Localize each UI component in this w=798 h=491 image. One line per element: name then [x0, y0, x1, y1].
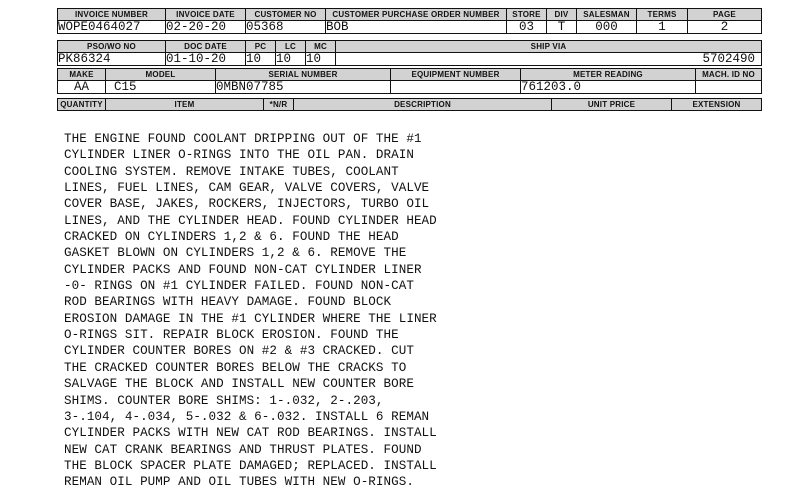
model-value: C15	[106, 81, 216, 94]
salesman-value: 000	[577, 21, 637, 34]
description-line: ROD BEARINGS WITH HEAVY DAMAGE. FOUND BLOCK	[64, 295, 392, 310]
description-line: THE BLOCK SPACER PLATE DAMAGED; REPLACED. INSTALL	[64, 458, 437, 473]
div-label: DIV	[547, 9, 577, 21]
invoice-number-value: WOPE0464027	[58, 21, 166, 34]
meter-reading-value: 761203.0	[521, 81, 696, 94]
serial-number-label: SERIAL NUMBER	[216, 69, 391, 81]
mc-value: 10	[306, 53, 336, 66]
salesman-label: SALESMAN	[577, 9, 637, 21]
invoice-number-label: INVOICE NUMBER	[58, 9, 166, 21]
description-line: LINES, FUEL LINES, CAM GEAR, VALVE COVERS, VALVE	[64, 181, 430, 196]
description-line: CYLINDER PACKS WITH NEW CAT ROD BEARINGS. INSTALL	[64, 426, 437, 441]
quantity-header: QUANTITY	[58, 99, 106, 111]
nr-header: *N/R	[264, 99, 294, 111]
description-line: NEW CAT CRANK BEARINGS AND THRUST PLATES. FOUND	[64, 442, 422, 457]
description-line: EROSION DAMAGE IN THE #1 CYLINDER WHERE THE LINER	[64, 311, 437, 326]
doc-date-value: 01-10-20	[166, 53, 246, 66]
store-value: 03	[507, 21, 547, 34]
extension-header: EXTENSION	[672, 99, 762, 111]
terms-value: 1	[637, 21, 688, 34]
doc-date-label: DOC DATE	[166, 41, 246, 53]
description-line: O-RINGS SIT. REPAIR BLOCK EROSION. FOUND THE	[64, 328, 399, 343]
mach-id-label: MACH. ID NO	[696, 69, 762, 81]
description-line: REMAN OIL PUMP AND OIL TUBES WITH NEW O-RINGS.	[64, 475, 414, 490]
description-line: CYLINDER LINER O-RINGS INTO THE OIL PAN. DRAIN	[64, 148, 414, 163]
lc-label: LC	[276, 41, 306, 53]
serial-number-value: 0MBN07785	[216, 81, 391, 94]
make-label: MAKE	[58, 69, 106, 81]
description-line: LINES, AND THE CYLINDER HEAD. FOUND CYLINDER HEAD	[64, 213, 437, 228]
work-description	[64, 131, 764, 491]
equipment-number-label: EQUIPMENT NUMBER	[391, 69, 521, 81]
meter-reading-label: METER READING	[521, 69, 696, 81]
customer-po-label: CUSTOMER PURCHASE ORDER NUMBER	[326, 9, 507, 21]
ship-via-value: 5702490	[336, 53, 762, 66]
unit-price-header: UNIT PRICE	[552, 99, 672, 111]
div-value: T	[547, 21, 577, 34]
pso-wo-value: PK86324	[58, 53, 166, 66]
invoice-header-table	[57, 8, 762, 34]
invoice-date-label: INVOICE DATE	[166, 9, 246, 21]
description-line: THE CRACKED COUNTER BORES BELOW THE CRACKS TO	[64, 360, 407, 375]
description-line: CYLINDER COUNTER BORES ON #2 & #3 CRACKED. CUT	[64, 344, 414, 359]
ship-via-label: SHIP VIA	[336, 41, 762, 53]
description-line: COVER BASE, JAKES, ROCKERS, INJECTORS, TURBO OIL	[64, 197, 430, 212]
lc-value: 10	[276, 53, 306, 66]
customer-no-label: CUSTOMER NO	[246, 9, 326, 21]
equipment-number-value	[391, 81, 521, 94]
pc-label: PC	[246, 41, 276, 53]
equipment-info-table	[57, 68, 762, 94]
invoice-date-value: 02-20-20	[166, 21, 246, 34]
description-line: THE ENGINE FOUND COOLANT DRIPPING OUT OF THE #1	[64, 132, 422, 146]
description-line: CYLINDER PACKS AND FOUND NON-CAT CYLINDER LINER	[64, 262, 422, 277]
document-info-table	[57, 40, 762, 66]
description-line: 3-.104, 4-.034, 5-.032 & 6-.032. INSTALL 6 REMAN	[64, 409, 430, 424]
customer-po-value: BOB	[326, 21, 507, 34]
pso-wo-label: PSO/WO NO	[58, 41, 166, 53]
make-value: AA	[58, 81, 106, 94]
store-label: STORE	[507, 9, 547, 21]
description-line: SHIMS. COUNTER BORE SHIMS: 1-.032, 2-.203,	[64, 393, 384, 408]
description-line: SALVAGE THE BLOCK AND INSTALL NEW COUNTER BORE	[64, 377, 414, 392]
description-header: DESCRIPTION	[294, 99, 552, 111]
line-items-header	[57, 98, 762, 111]
description-line: CRACKED ON CYLINDERS 1,2 & 6. FOUND THE HEAD	[64, 230, 399, 245]
mc-label: MC	[306, 41, 336, 53]
mach-id-value	[696, 81, 762, 94]
item-header: ITEM	[106, 99, 264, 111]
customer-no-value: 05368	[246, 21, 326, 34]
page-label: PAGE	[688, 9, 762, 21]
description-line: COOLING SYSTEM. REMOVE INTAKE TUBES, COOLANT	[64, 164, 399, 179]
pc-value: 10	[246, 53, 276, 66]
model-label: MODEL	[106, 69, 216, 81]
description-line: GASKET BLOWN ON CYLINDERS 1,2 & 6. REMOVE THE	[64, 246, 407, 261]
terms-label: TERMS	[637, 9, 688, 21]
description-line: -0- RINGS ON #1 CYLINDER FAILED. FOUND NON-CAT	[64, 279, 414, 294]
page-value: 2	[688, 21, 762, 34]
